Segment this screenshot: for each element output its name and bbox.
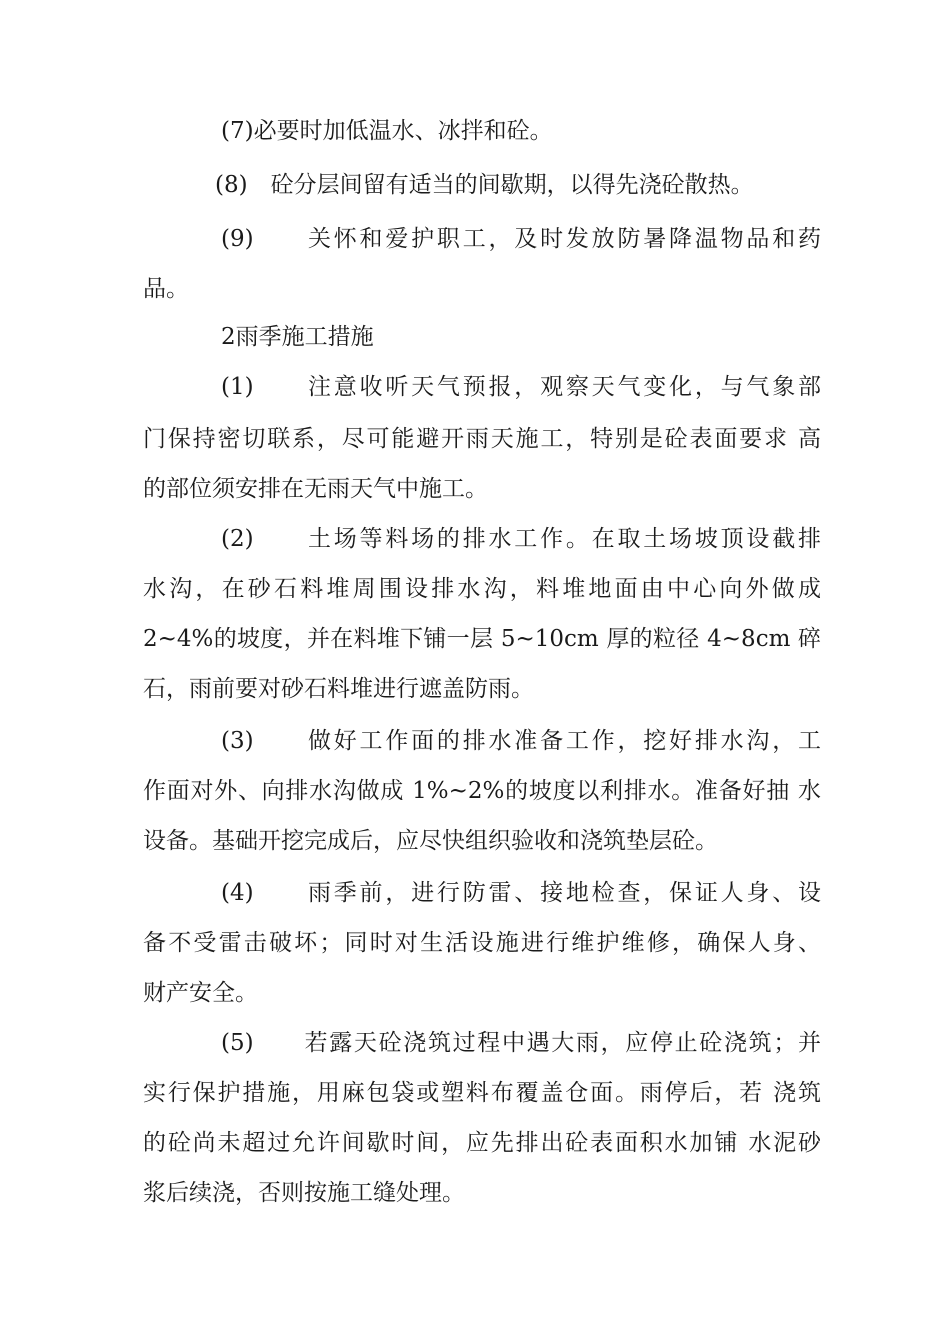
paragraph-line: 实行保护措施，用麻包袋或塑料布覆盖仓面。雨停后，若 浇筑 (143, 1080, 821, 1106)
paragraph-line: 水沟，在砂石料堆周围设排水沟，料堆地面由中心向外做成 (143, 576, 821, 602)
paragraph-line: (7)必要时加低温水、冰拌和砼。 (221, 118, 553, 144)
paragraph-line: (5) 若露天砼浇筑过程中遇大雨，应停止砼浇筑；并 (221, 1030, 821, 1056)
paragraph-line: (3) 做好工作面的排水准备工作，挖好排水沟，工 (221, 728, 821, 754)
paragraph-line: 的部位须安排在无雨天气中施工。 (143, 476, 488, 502)
paragraph-line: 石，雨前要对砂石料堆进行遮盖防雨。 (143, 676, 534, 702)
paragraph-line: 浆后续浇，否则按施工缝处理。 (143, 1180, 465, 1206)
paragraph-line: (2) 土场等料场的排水工作。在取土场坡顶设截排 (221, 526, 821, 552)
paragraph-line: (1) 注意收听天气预报，观察天气变化，与气象部 (221, 374, 821, 400)
paragraph-line: 品。 (143, 276, 189, 302)
paragraph-line: 的砼尚未超过允许间歇时间，应先排出砼表面积水加铺 水泥砂 (143, 1130, 821, 1156)
paragraph-line: (8) 砼分层间留有适当的间歇期，以得先浇砼散热。 (215, 172, 754, 198)
paragraph-line: 门保持密切联系，尽可能避开雨天施工，特别是砼表面要求 高 (143, 426, 821, 452)
paragraph-line: 2~4%的坡度，并在料堆下铺一层 5~10cm 厚的粒径 4~8cm 碎 (143, 626, 821, 652)
paragraph-line: 财产安全。 (143, 980, 258, 1006)
paragraph-line: (4) 雨季前，进行防雷、接地检查，保证人身、设 (221, 880, 821, 906)
paragraph-line: 作面对外、向排水沟做成 1%~2%的坡度以利排水。准备好抽 水 (143, 778, 821, 804)
paragraph-line: 设备。基础开挖完成后，应尽快组织验收和浇筑垫层砼。 (143, 828, 718, 854)
paragraph-line: (9) 关怀和爱护职工，及时发放防暑降温物品和药 (221, 226, 821, 252)
section-heading: 2雨季施工措施 (221, 324, 374, 350)
paragraph-line: 备不受雷击破坏；同时对生活设施进行维护维修，确保人身、 (143, 930, 821, 956)
